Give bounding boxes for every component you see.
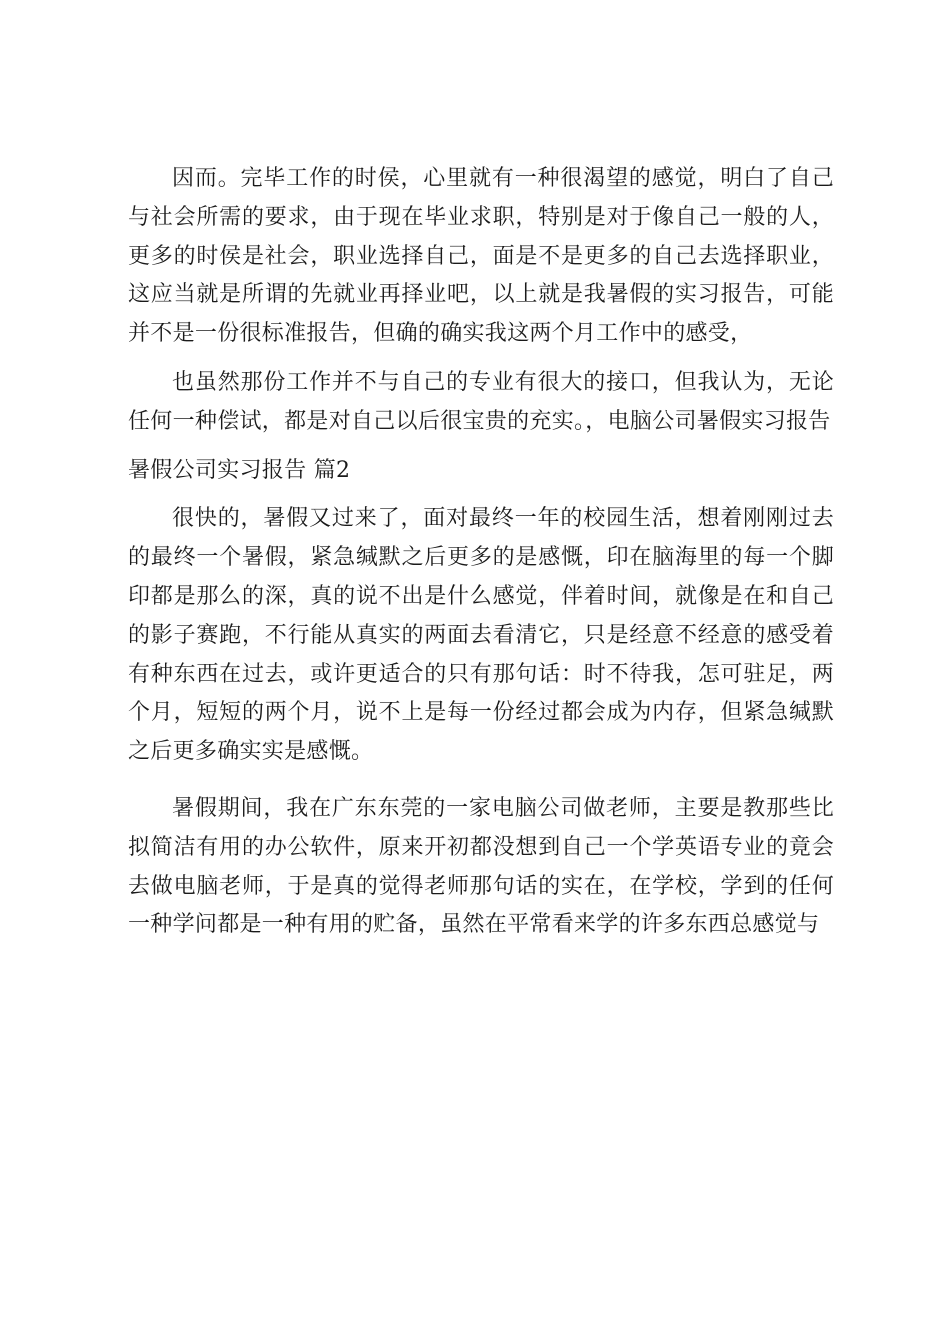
paragraph-1: 因而。完毕工作的时侯，心里就有一种很渴望的感觉，明白了自己与社会所需的要求，由于现在毕业求职，特别是对于像自己一般的人，更多的时侯是社会，职业选择自己，面是不是更多的自己去选择职业，这应当就是所谓的先就业再择业吧，以上就是我暑假的实习报告，可能并不是一份很标准报告，但确的确实我这两个月工作中的感受， [128, 166, 834, 347]
document-body [128, 160, 834, 945]
paragraph-3: 很快的，暑假又过来了，面对最终一年的校园生活，想着刚刚过去的最终一个暑假，紧急缄默之后更多的是感慨，印在脑海里的每一个脚印都是那么的深，真的说不出是什么感觉，伴着时间，就像是在和自己的影子赛跑，不行能从真实的两面去看清它，只是经意不经意的感受着有种东西在过去，或许更适合的只有那句话：时不待我，怎可驻足，两个月，短短的两个月，说不上是每一份经过都会成为内存，但紧急缄默之后更多确实实是感慨。 [128, 506, 834, 765]
paragraph-4: 暑假期间，我在广东东莞的一家电脑公司做老师，主要是教那些比拟简洁有用的办公软件，原来开初都没想到自己一个学英语专业的竟会去做电脑老师，于是真的觉得老师那句话的实在，在学校，学到的任何一种学问都是一种有用的贮备，虽然在平常看来学的许多东西总感觉与 [128, 795, 834, 938]
section-heading: 暑假公司实习报告 篇2 [128, 457, 351, 483]
paragraph-2: 也虽然那份工作并不与自己的专业有很大的接口，但我认为，无论任何一种偿试，都是对自己以后很宝贵的充实。，电脑公司暑假实习报告 [128, 369, 834, 434]
